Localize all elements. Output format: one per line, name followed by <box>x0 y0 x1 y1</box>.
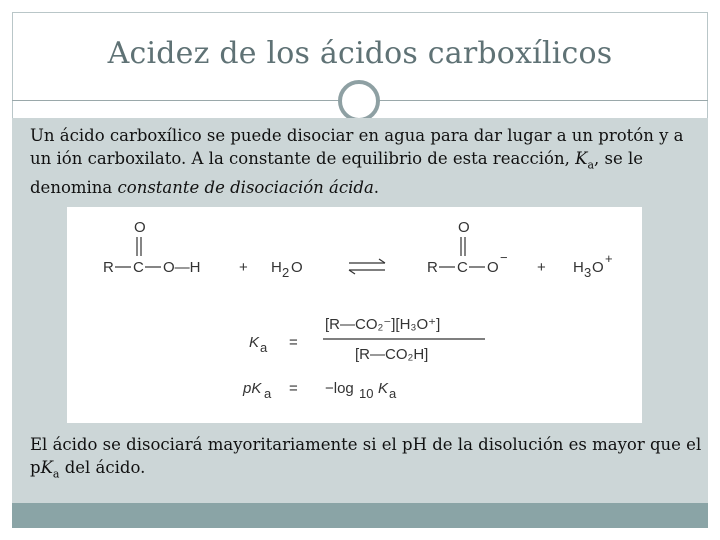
base-charge: − <box>500 250 508 265</box>
pka-log: −log <box>325 380 354 397</box>
plus-sign-2: + <box>537 259 546 276</box>
intro-k-symbol: K <box>575 149 588 168</box>
conclusion-text-2: del ácido. <box>59 458 146 477</box>
divider-ring-ornament <box>338 80 380 122</box>
base-o-top-label: O <box>458 219 470 236</box>
ka-denominator: [R—CO₂H] <box>355 346 429 363</box>
acid-c-label: C <box>133 259 144 276</box>
base-c-label: C <box>457 259 468 276</box>
conclusion-text-1: El ácido se disociará mayoritariamente si el pH de la disolución es mayor que el p <box>30 435 702 477</box>
hydronium-o-label: O <box>592 259 604 276</box>
pka-k-symbol: K <box>378 380 389 397</box>
ka-equals: = <box>289 334 298 351</box>
intro-paragraph <box>30 124 706 199</box>
water-subscript: 2 <box>282 265 290 280</box>
intro-k-subscript: a <box>587 158 594 172</box>
intro-text-2: , se le denomina <box>30 149 644 198</box>
ka-lhs-subscript: a <box>260 340 268 355</box>
intro-emphasis: constante de disociación ácida <box>117 178 374 198</box>
pka-lhs-subscript: a <box>264 386 272 401</box>
pka-k-subscript: a <box>389 386 397 401</box>
intro-text-3: . <box>373 178 380 198</box>
pka-equals: = <box>289 380 298 397</box>
ka-numerator: [R—CO₂⁻][H₃O⁺] <box>325 316 441 333</box>
base-o-label: O <box>487 259 499 276</box>
intro-text-1: Un ácido carboxílico se puede disociar en agua para dar lugar a un protón y a un ión carboxilato. A la constante de equilibrio de esta reacción, <box>30 126 684 168</box>
plus-sign-1: + <box>239 259 248 276</box>
water-h-label: H <box>271 259 282 276</box>
footer-bar <box>12 503 708 528</box>
acid-r-label: R <box>103 259 114 276</box>
hydronium-charge: + <box>605 251 613 266</box>
equation-figure <box>67 207 642 423</box>
reverse-arrow-head <box>349 270 355 274</box>
conclusion-k-subscript: a <box>52 467 60 481</box>
pka-log-subscript: 10 <box>359 386 374 401</box>
conclusion-paragraph <box>30 433 706 485</box>
equation-svg <box>67 207 642 423</box>
slide-title: Acidez de los ácidos carboxílicos <box>107 36 613 71</box>
hydronium-h-label: H <box>573 259 584 276</box>
conclusion-k-symbol: K <box>40 458 53 477</box>
base-r-label: R <box>427 259 438 276</box>
water-o-label: O <box>291 259 303 276</box>
pka-lhs-symbol: pK <box>243 380 262 397</box>
hydronium-subscript: 3 <box>584 265 592 280</box>
forward-arrow-head <box>379 259 385 263</box>
acid-o-top-label: O <box>134 219 146 236</box>
ka-lhs-symbol: K <box>249 334 260 351</box>
acid-oh-label: O—H <box>163 259 201 276</box>
